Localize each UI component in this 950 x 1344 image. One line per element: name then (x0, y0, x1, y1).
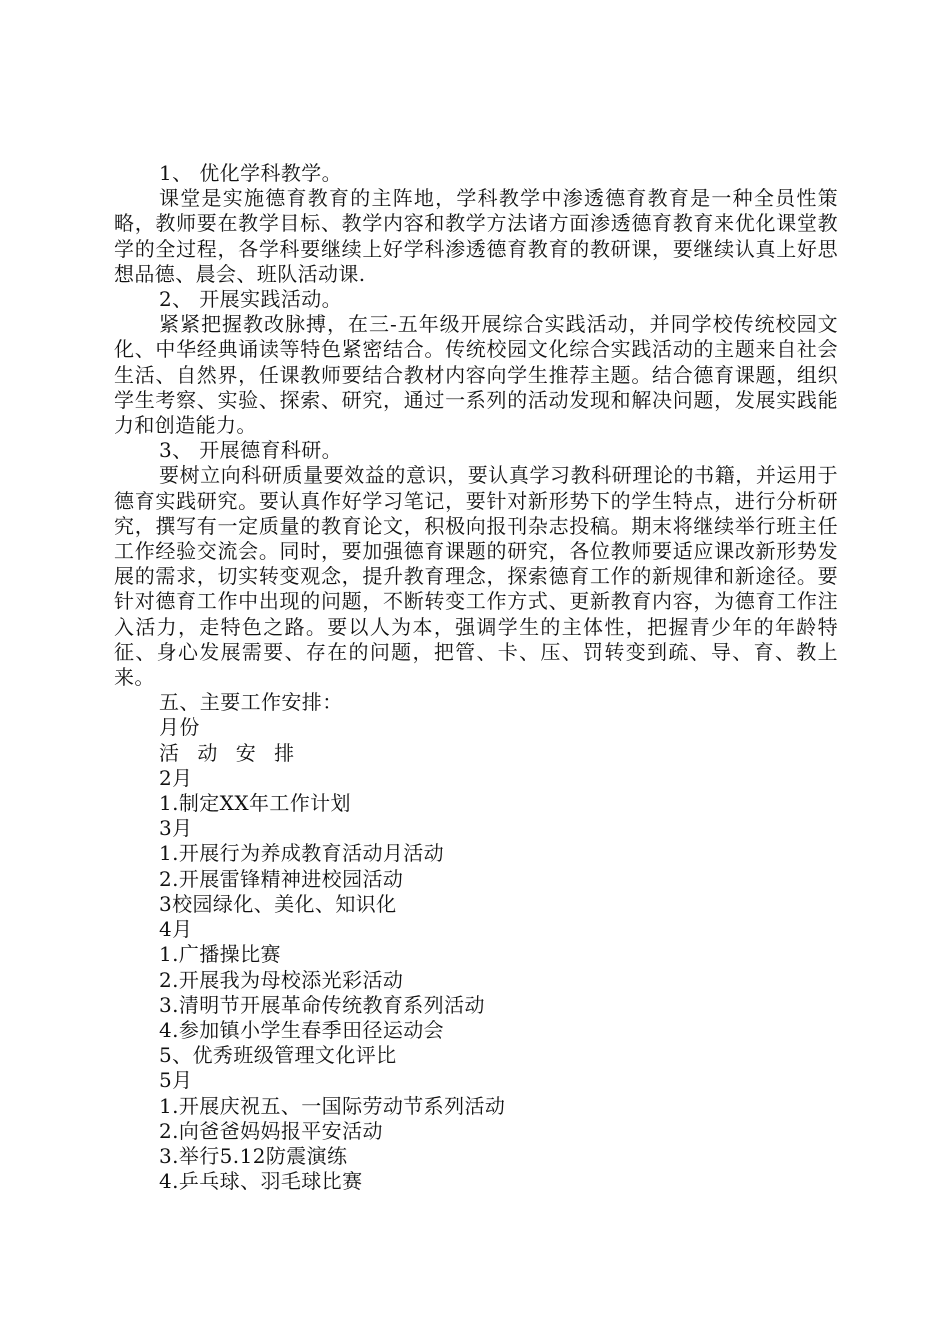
schedule-item: 1.广播操比赛 (159, 942, 281, 967)
section-paragraph: 要树立向科研质量要效益的意识，要认真学习教科研理论的书籍，并运用于德育实践研究。要认真作好学习笔记，要针对新形势下的学生特点，进行分析研究，撰写有一定质量的教育论文，积极向报刊杂志投稿。期末将继续举行班主任工作经验交流会。同时，要加强德育课题的研究，各位教师要适应课改新形势发展的需求，切实转变观念，提升教育理念，探索德育工作的新规律和新途径。要针对德育工作中出现的问题，不断转变工作方式、更新教育内容，为德育工作注入活力，走特色之路。要以人为本，强调学生的主体性，把握青少年的年龄特征、身心发展需要、存在的问题，把管、卡、压、罚转变到疏、导、育、教上来。 (114, 463, 838, 690)
schedule-item: 1.制定XX年工作计划 (159, 791, 351, 816)
schedule-item: 4.乒乓球、羽毛球比赛 (159, 1169, 363, 1194)
schedule-item: 5、优秀班级管理文化评比 (159, 1043, 397, 1068)
schedule-item: 4.参加镇小学生春季田径运动会 (159, 1017, 445, 1042)
section-paragraph: 紧紧把握教改脉搏，在三-五年级开展综合实践活动，并同学校传统校园文化、中华经典诵读等特色紧密结合。传统校园文化综合实践活动的主题来自社会生活、自然界，任课教师要结合教材内容向学生推荐主题。结合德育课题，组织学生考察、实验、探索、研究，通过一系列的活动发现和解决问题，发展实践能力和创造能力。 (114, 312, 838, 438)
section-heading: 1、 优化学科教学。 (159, 161, 343, 185)
document-body (114, 161, 838, 1194)
schedule-item: 2.开展雷锋精神进校园活动 (159, 866, 404, 891)
schedule-item: 2.向爸爸妈妈报平安活动 (159, 1118, 383, 1143)
section-heading: 2、 开展实践活动。 (159, 287, 343, 312)
schedule-month: 4月 (159, 917, 193, 942)
schedule-item: 3.举行5.12防震演练 (159, 1143, 348, 1168)
section-heading: 3、 开展德育科研。 (159, 438, 343, 463)
schedule-col-month: 月份 (159, 715, 200, 740)
schedule-item: 1.开展行为养成教育活动月活动 (159, 841, 445, 866)
schedule-item: 3校园绿化、美化、知识化 (159, 891, 397, 916)
schedule-title: 五、主要工作安排： (159, 690, 343, 715)
schedule-item: 1.开展庆祝五、一国际劳动节系列活动 (159, 1093, 506, 1118)
schedule-month: 2月 (159, 765, 193, 790)
schedule-col-activity: 活 动 安 排 (159, 740, 301, 765)
schedule-item: 3.清明节开展革命传统教育系列活动 (159, 992, 485, 1017)
schedule-month: 3月 (159, 816, 193, 841)
schedule-item: 2.开展我为母校添光彩活动 (159, 967, 404, 992)
section-paragraph: 课堂是实施德育教育的主阵地，学科教学中渗透德育教育是一种全员性策略，教师要在教学目标、教学内容和教学方法诸方面渗透德育教育来优化课堂教学的全过程，各学科要继续上好学科渗透德育教育的教研课，要继续认真上好思想品德、晨会、班队活动课. (114, 186, 838, 286)
schedule-month: 5月 (159, 1068, 193, 1093)
